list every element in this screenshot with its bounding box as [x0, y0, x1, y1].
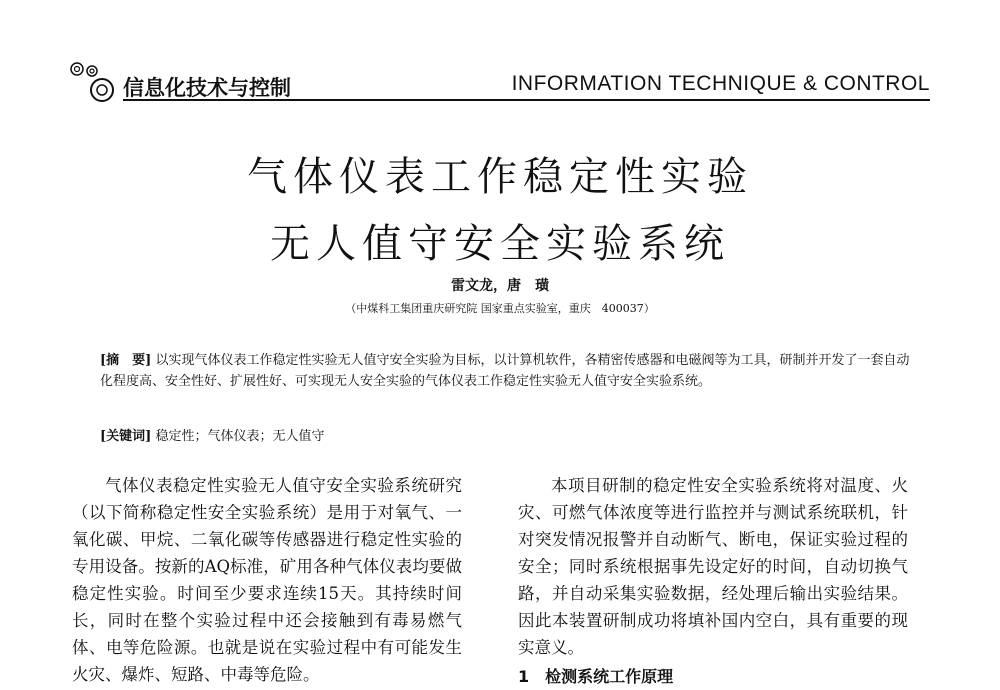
paper-affiliation: （中煤科工集团重庆研究院 国家重点实验室，重庆 400037） [345, 302, 655, 315]
journal-logo-icon [68, 60, 116, 104]
keywords-label: [关键词] [100, 429, 152, 444]
abstract-block [100, 350, 910, 392]
section-heading-1: 1 检测系统工作原理 [518, 667, 674, 686]
keywords-text: 稳定性；气体仪表；无人值守 [155, 429, 325, 444]
body-paragraph-left: 气体仪表稳定性实验无人值守安全实验系统研究（以下简称稳定性安全实验系统）是用于对氧气、一氧化碳、甲烷、二氧化碳等传感器进行稳定性实验的专用设备。按新的AQ标准，矿用各种气体仪表均要做稳定性实验。时间至少要求连续15天。其持续时间长，同时在整个实验过程中还会接触到有毒易燃气体、电等危险源。也就是说在实验过程中有可能发生火灾、爆炸、短路、中毒等危险。 [72, 476, 462, 684]
body-paragraph-right: 本项目研制的稳定性安全实验系统将对温度、火灾、可燃气体浓度等进行监控并与测试系统联机，针对突发情况报警并自动断气、断电，保证实验过程的安全；同时系统根据事先设定好的时间，自动切换气路，并自动采集实验数据，经处理后输出实验结果。因此本装置研制成功将填补国内空白，具有重要的现实意义。 [518, 476, 908, 657]
journal-name-en: INFORMATION TECHNIQUE & CONTROL [511, 72, 930, 95]
paper-title-line-1: 气体仪表工作稳定性实验 [247, 154, 753, 200]
keywords-block [100, 426, 910, 447]
header-divider [123, 99, 930, 101]
journal-name-cn: 信息化技术与控制 [123, 76, 291, 100]
body-column-right [518, 472, 908, 690]
body-column-left [72, 472, 462, 688]
journal-header [68, 60, 930, 100]
paper-authors: 雷文龙，唐 璜 [451, 278, 549, 294]
paper-title-line-2: 无人值守安全实验系统 [270, 221, 730, 267]
abstract-label: [摘 要] [100, 353, 152, 368]
abstract-text: 以实现气体仪表工作稳定性实验无人值守安全实验为目标，以计算机软件，各精密传感器和电磁阀等为工具，研制并开发了一套自动化程度高、安全性好、扩展性好、可实现无人安全实验的气体仪表工作稳定性实验无人值守安全实验系统。 [100, 353, 910, 389]
